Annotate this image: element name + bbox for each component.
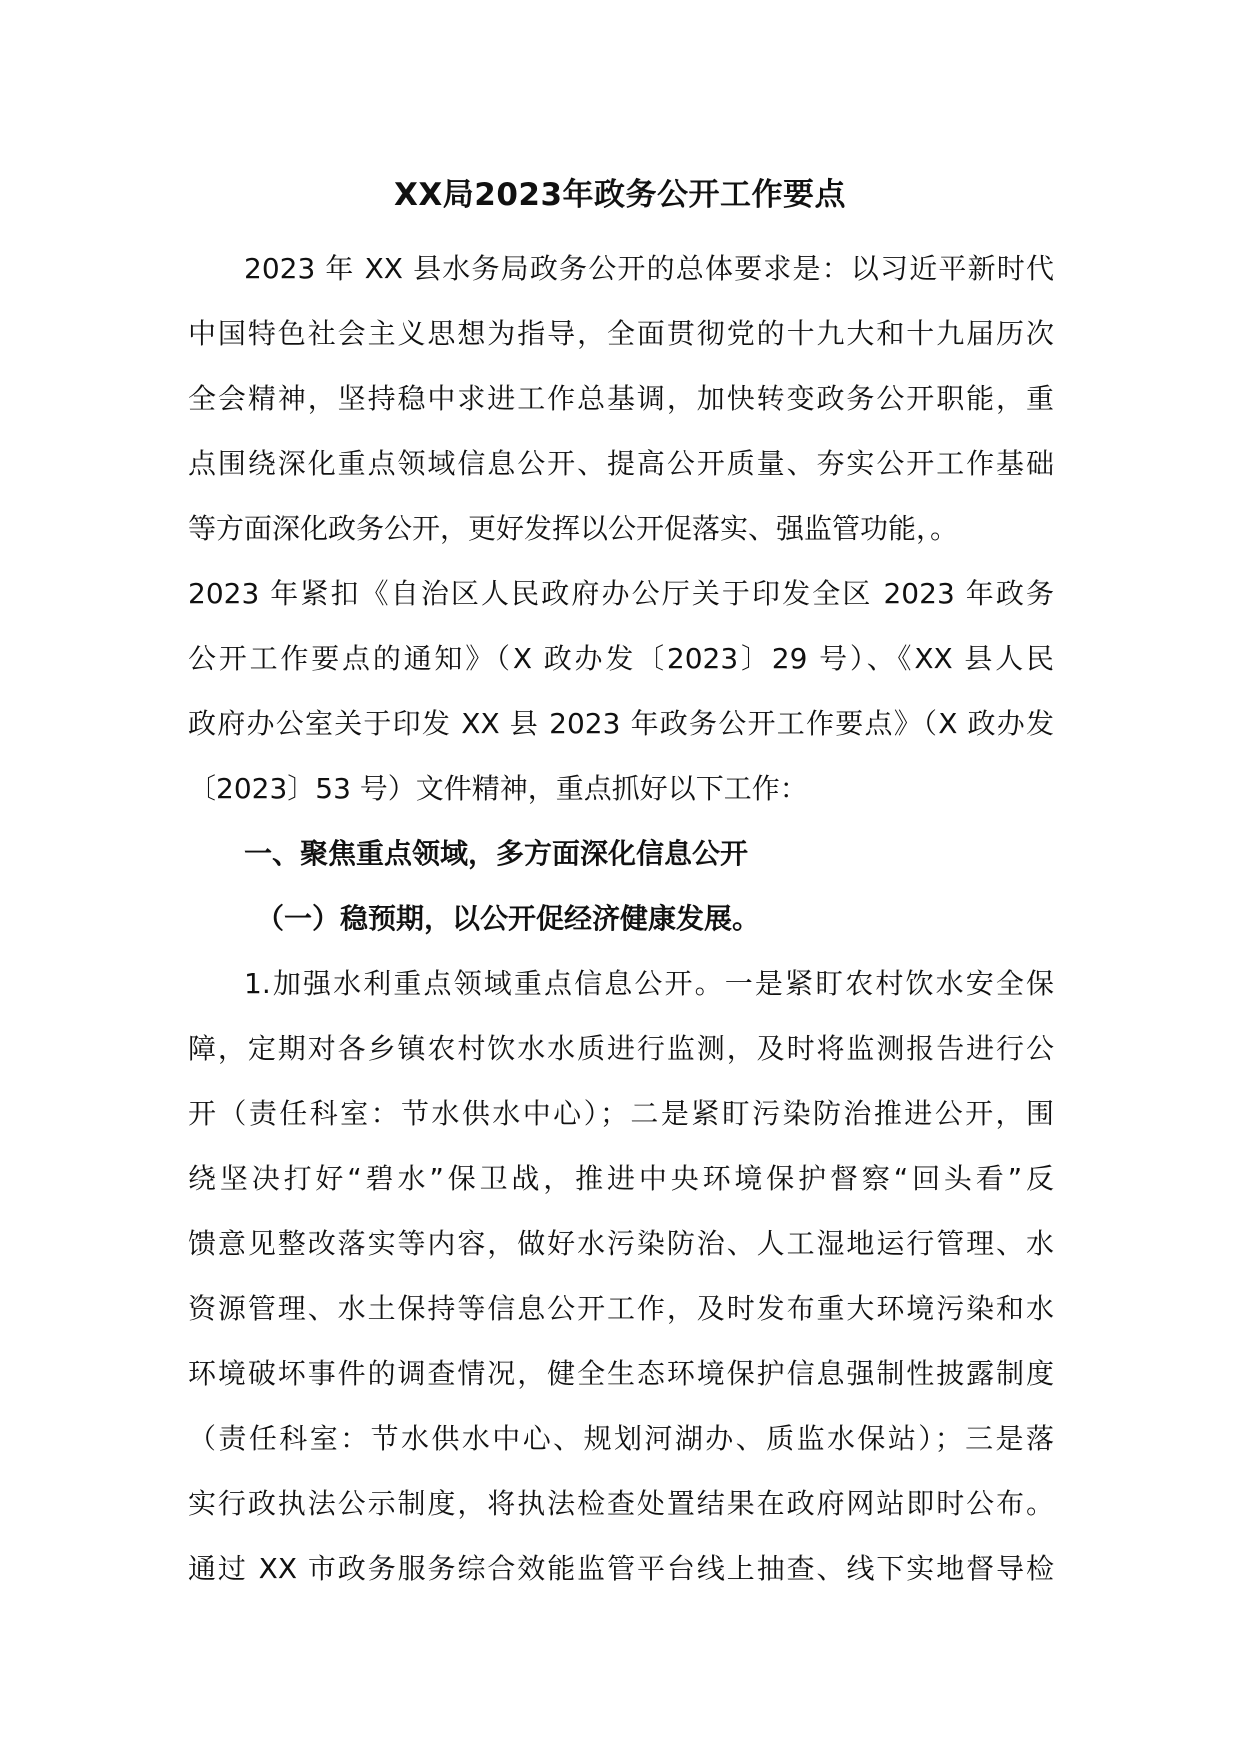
paragraph-line: 1.加强水利重点领域重点信息公开。一是紧盯农村饮水安全保	[244, 967, 1054, 1000]
paragraph-line: 点围绕深化重点领域信息公开、提高公开质量、夯实公开工作基础	[188, 447, 1054, 480]
paragraph-line: 〔2023〕53 号）文件精神，重点抓好以下工作：	[188, 772, 808, 805]
paragraph-line: 2023 年紧扣《自治区人民政府办公厅关于印发全区 2023 年政务	[188, 577, 1054, 610]
paragraph-line: 等方面深化政务公开，更好发挥以公开促落实、强监管功能，。	[188, 512, 959, 545]
document-body	[188, 236, 1054, 1601]
paragraph-line: 开（责任科室：节水供水中心）；二是紧盯污染防治推进公开，围	[188, 1097, 1054, 1130]
paragraph-line: 政府办公室关于印发 XX 县 2023 年政务公开工作要点》（X 政办发	[188, 707, 1054, 740]
paragraph-line: 中国特色社会主义思想为指导，全面贯彻党的十九大和十九届历次	[188, 317, 1054, 350]
paragraph-line: 资源管理、水土保持等信息公开工作，及时发布重大环境污染和水	[188, 1292, 1054, 1325]
paragraph-line: 2023 年 XX 县水务局政务公开的总体要求是：以习近平新时代	[244, 252, 1054, 285]
paragraph-line: （责任科室：节水供水中心、规划河湖办、质监水保站）；三是落	[188, 1422, 1054, 1455]
paragraph-line: 绕坚决打好“碧水”保卫战，推进中央环境保护督察“回头看”反	[188, 1162, 1054, 1195]
paragraph-line: 通过 XX 市政务服务综合效能监管平台线上抽查、线下实地督导检	[188, 1552, 1054, 1585]
paragraph-line: 公开工作要点的通知》（X 政办发〔2023〕29 号）、《XX 县人民	[188, 642, 1054, 675]
paragraph-line: 全会精神，坚持稳中求进工作总基调，加快转变政务公开职能，重	[188, 382, 1054, 415]
subsection-heading: （一）稳预期，以公开促经济健康发展。	[256, 902, 761, 935]
paragraph-line: 障，定期对各乡镇农村饮水水质进行监测，及时将监测报告进行公	[188, 1032, 1054, 1065]
document-title: XX局2023年政务公开工作要点	[393, 177, 847, 213]
section-heading: 一、聚焦重点领域，多方面深化信息公开	[244, 837, 749, 870]
paragraph-line: 实行政执法公示制度，将执法检查处置结果在政府网站即时公布。	[188, 1487, 1054, 1520]
paragraph-line: 环境破坏事件的调查情况，健全生态环境保护信息强制性披露制度	[188, 1357, 1054, 1390]
paragraph-line: 馈意见整改落实等内容，做好水污染防治、人工湿地运行管理、水	[188, 1227, 1054, 1260]
